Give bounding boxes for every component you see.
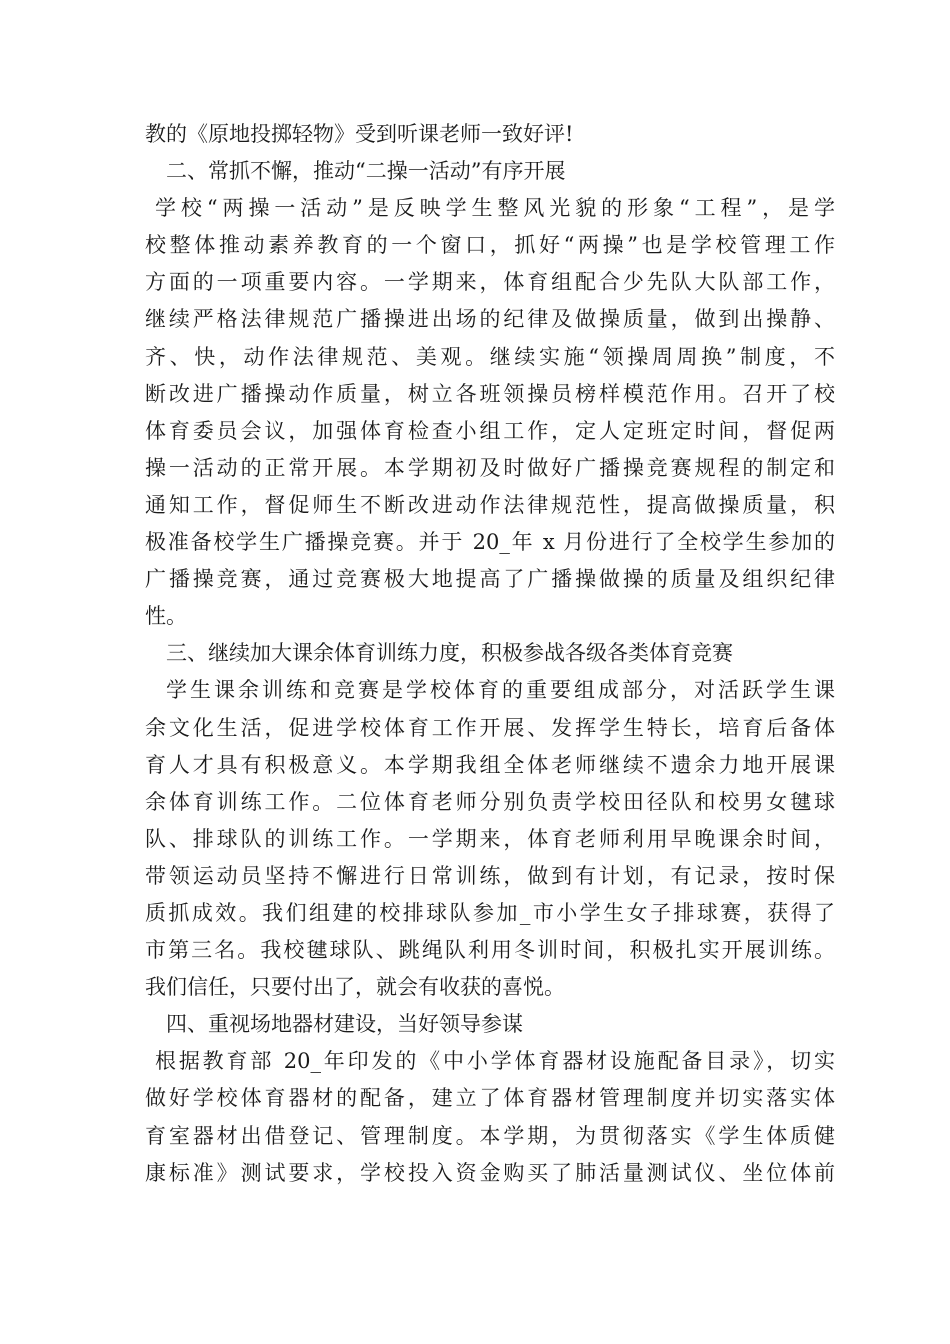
paragraph-line: 齐、快，动作法律规范、美观。继续实施“领操周周换”制度，不 <box>145 344 835 369</box>
paragraph-line: 断改进广播操动作质量，树立各班领操员榜样模范作用。召开了校 <box>145 381 835 406</box>
paragraph-line: 体育委员会议，加强体育检查小组工作，定人定班定时间，督促两 <box>145 418 835 443</box>
paragraph-line: 队、排球队的训练工作。一学期来，体育老师利用早晚课余时间， <box>145 826 835 851</box>
paragraph-line: 操一活动的正常开展。本学期初及时做好广播操竞赛规程的制定和 <box>145 455 835 480</box>
section-heading: 二、常抓不懈，推动“二操一活动”有序开展 <box>166 159 566 184</box>
paragraph-line: 带领运动员坚持不懈进行日常训练，做到有计划，有记录，按时保 <box>145 863 835 888</box>
paragraph-line: 校整体推动素养教育的一个窗口，抓好“两操”也是学校管理工作 <box>145 233 835 258</box>
document-body <box>145 116 835 1192</box>
paragraph-line: 育人才具有积极意义。本学期我组全体老师继续不遗余力地开展课 <box>145 752 835 777</box>
paragraph-line: 育室器材出借登记、管理制度。本学期，为贯彻落实《学生体质健 <box>145 1123 835 1148</box>
paragraph-line: 根据教育部 20_年印发的《中小学体育器材设施配备目录》，切实 <box>155 1049 835 1074</box>
paragraph-line: 极准备校学生广播操竞赛。并于 20_年 x 月份进行了全校学生参加的 <box>145 530 835 555</box>
section-heading: 三、继续加大课余体育训练力度，积极参战各级各类体育竞赛 <box>166 641 733 666</box>
paragraph-line: 方面的一项重要内容。一学期来，体育组配合少先队大队部工作， <box>145 270 835 295</box>
paragraph-line: 做好学校体育器材的配备，建立了体育器材管理制度并切实落实体 <box>145 1086 835 1111</box>
paragraph-line: 继续严格法律规范广播操进出场的纪律及做操质量，做到出操静、 <box>145 307 835 332</box>
section-heading: 四、重视场地器材建设，当好领导参谋 <box>166 1012 523 1037</box>
paragraph-line: 教的《原地投掷轻物》受到听课老师一致好评! <box>145 122 574 146</box>
paragraph-line: 我们信任，只要付出了，就会有收获的喜悦。 <box>145 975 565 1000</box>
paragraph-line: 市第三名。我校毽球队、跳绳队利用冬训时间，积极扎实开展训练。 <box>145 938 835 963</box>
paragraph-line: 学生课余训练和竞赛是学校体育的重要组成部分，对活跃学生课 <box>166 678 835 703</box>
paragraph-line: 学校“两操一活动”是反映学生整风光貌的形象“工程”，是学 <box>155 196 835 221</box>
paragraph-line: 康标准》测试要求，学校投入资金购买了肺活量测试仪、坐位体前 <box>145 1160 835 1185</box>
paragraph-line: 余体育训练工作。二位体育老师分别负责学校田径队和校男女毽球 <box>145 789 835 814</box>
paragraph-line: 通知工作，督促师生不断改进动作法律规范性，提高做操质量，积 <box>145 492 835 517</box>
paragraph-line: 广播操竞赛，通过竞赛极大地提高了广播操做操的质量及组织纪律 <box>145 567 835 592</box>
paragraph-line: 性。 <box>145 604 187 629</box>
paragraph-line: 质抓成效。我们组建的校排球队参加_市小学生女子排球赛，获得了 <box>145 900 835 925</box>
paragraph-line: 余文化生活，促进学校体育工作开展、发挥学生特长，培育后备体 <box>145 715 835 740</box>
